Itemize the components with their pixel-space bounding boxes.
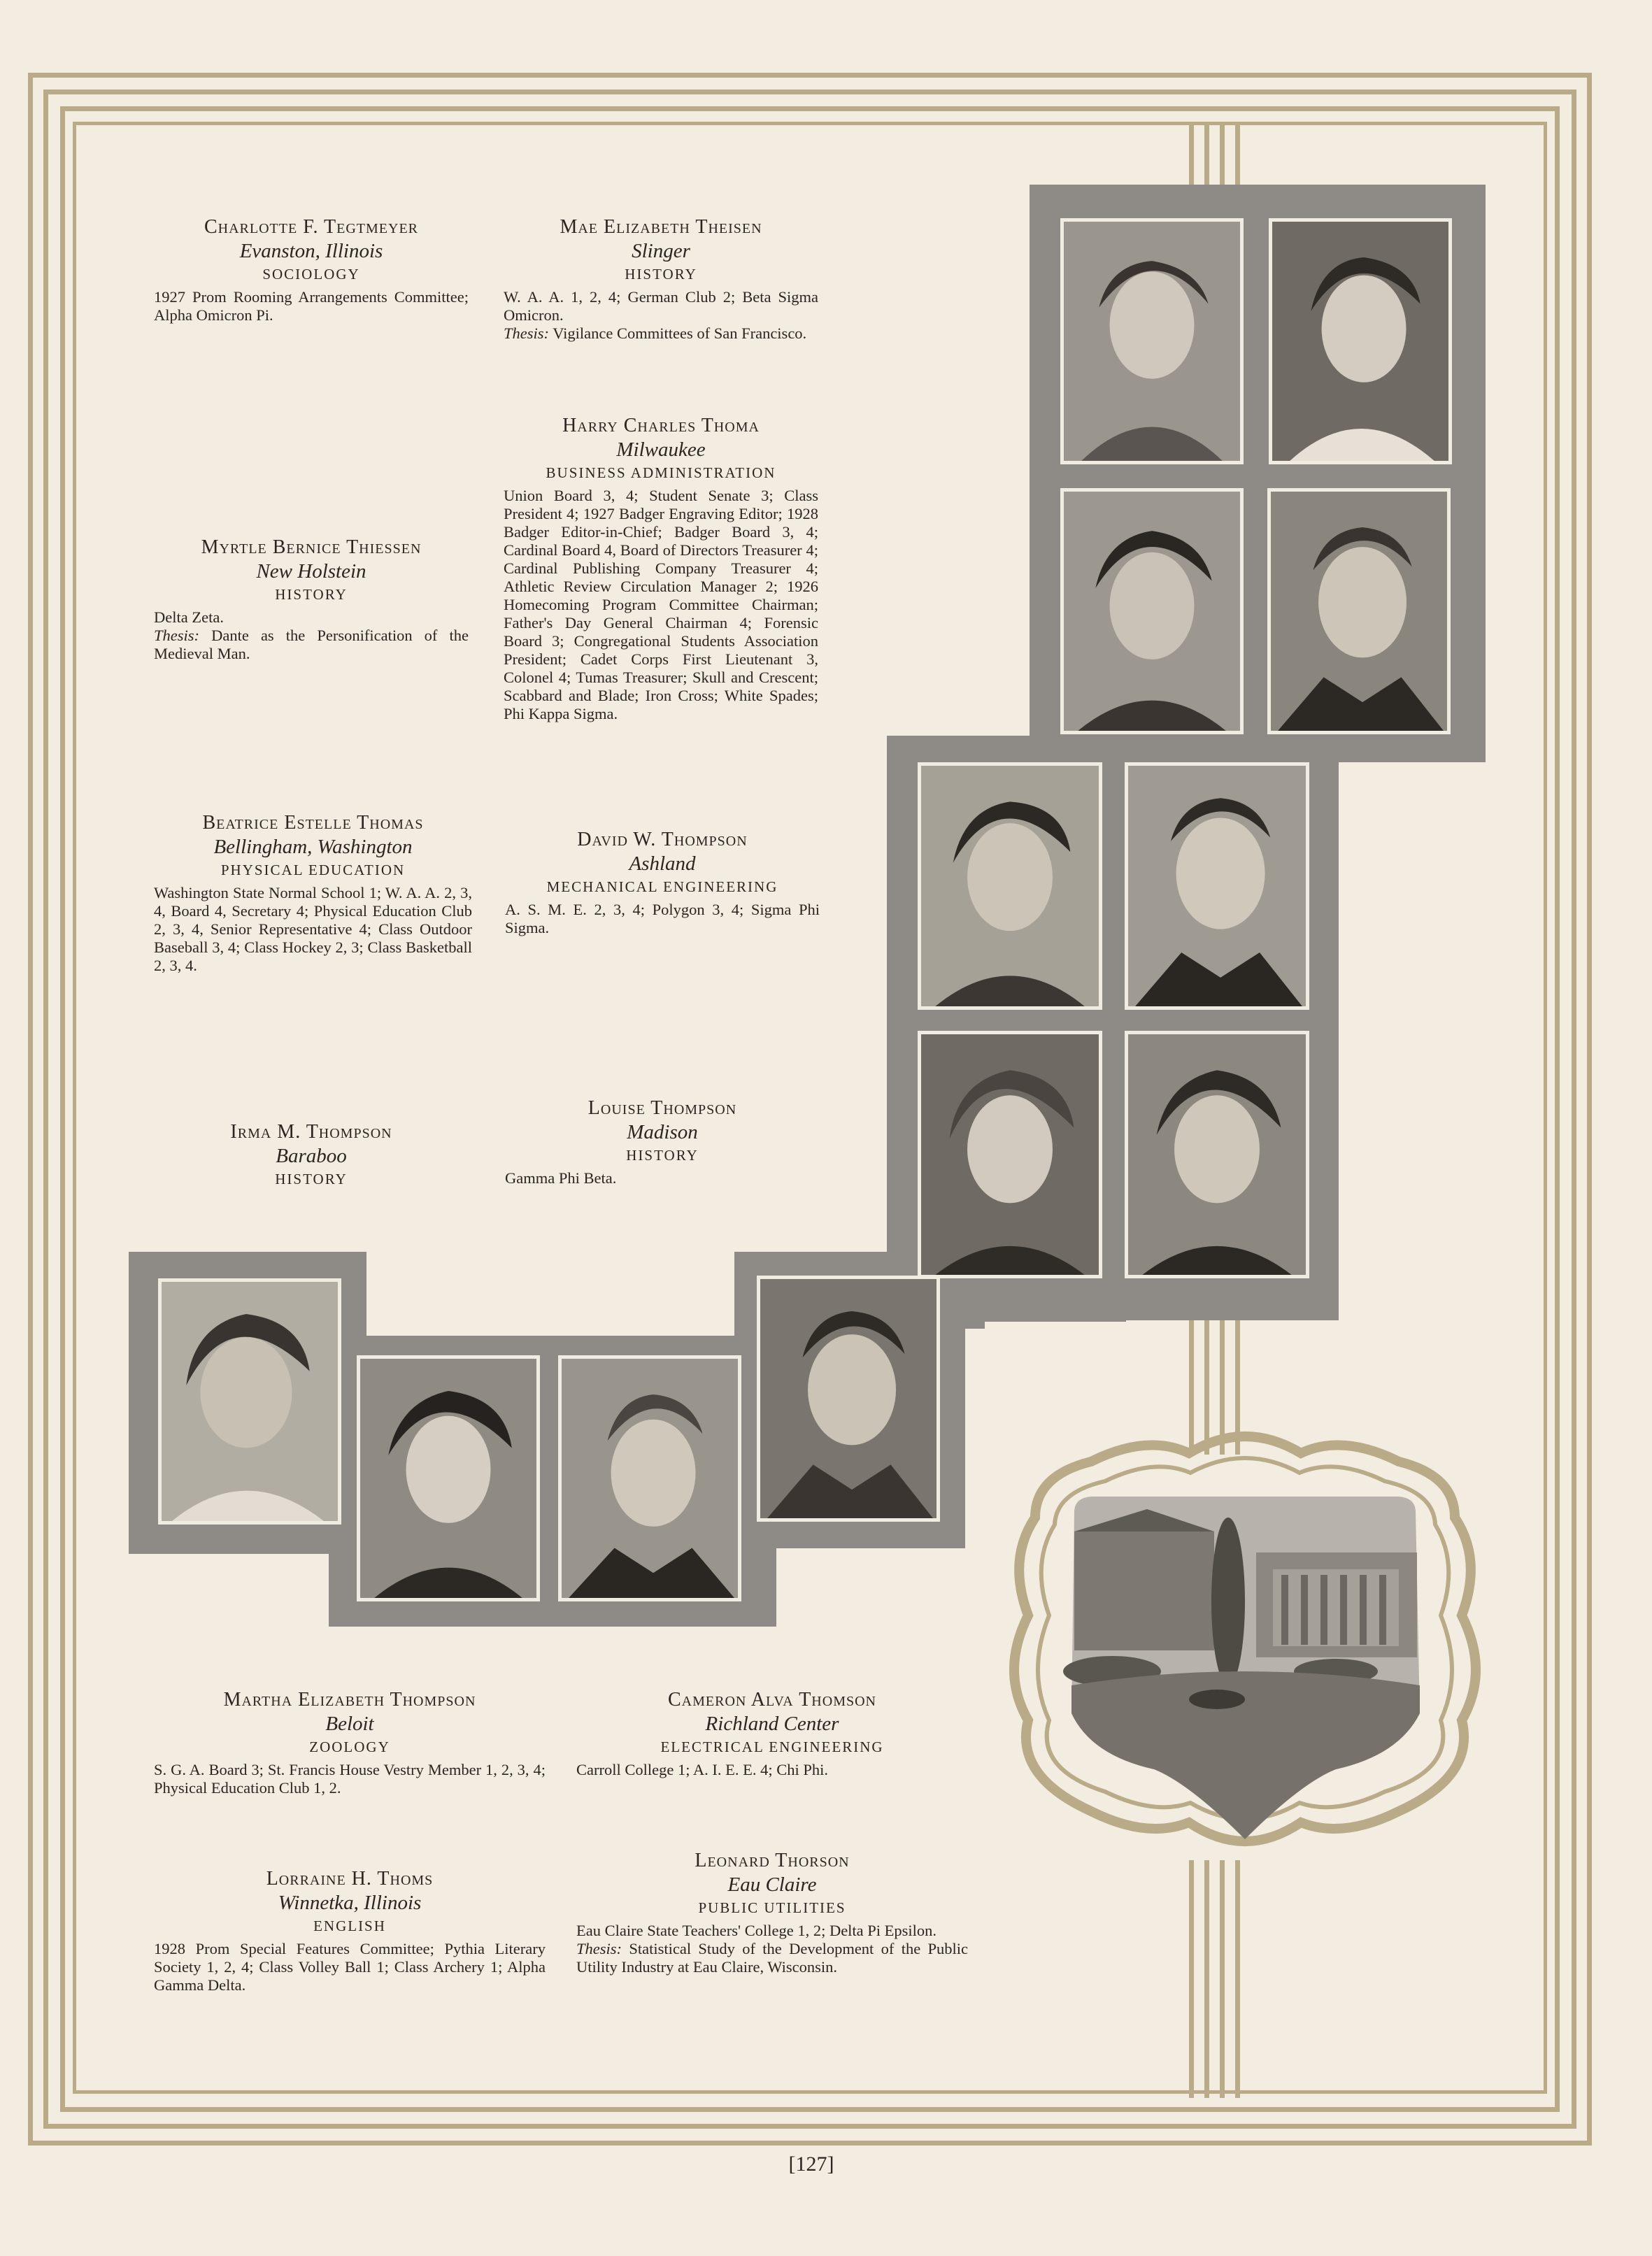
- portrait-photo: [918, 762, 1102, 1010]
- hometown: Eau Claire: [727, 1873, 817, 1896]
- student-name: Charlotte F. Tegtmeyer: [204, 216, 419, 238]
- portrait-photo: [1060, 488, 1244, 734]
- entry-thorson: [576, 1849, 968, 1976]
- portrait-photo: [757, 1276, 940, 1522]
- hometown: Ashland: [629, 852, 696, 875]
- activities: Gamma Phi Beta.: [505, 1169, 617, 1187]
- course: SOCIOLOGY: [262, 266, 360, 283]
- thesis-label: Thesis:: [154, 627, 200, 644]
- activities: Carroll College 1; A. I. E. E. 4; Chi Phi.: [576, 1761, 828, 1778]
- page-number: [127]: [788, 2153, 834, 2176]
- course: ENGLISH: [313, 1918, 386, 1934]
- student-name: Louise Thompson: [588, 1097, 737, 1119]
- hometown: Evanston, Illinois: [239, 240, 383, 262]
- ornament-bar: [1235, 122, 1240, 187]
- thesis-label: Thesis:: [576, 1940, 622, 1957]
- ornament-bar: [1204, 122, 1209, 187]
- student-name: David W. Thompson: [577, 829, 748, 850]
- hometown: Madison: [627, 1121, 698, 1143]
- ornament-bar: [1220, 122, 1225, 187]
- entry-ithompson: [154, 1120, 469, 1193]
- hometown: Richland Center: [705, 1713, 839, 1735]
- portrait-photo: [558, 1355, 741, 1601]
- portrait-photo: [1269, 218, 1452, 464]
- student-name: Beatrice Estelle Thomas: [202, 812, 424, 834]
- hometown: Beloit: [325, 1713, 374, 1735]
- student-name: Cameron Alva Thomson: [668, 1689, 876, 1711]
- portrait-photo: [918, 1031, 1102, 1278]
- course: BUSINESS ADMINISTRATION: [546, 464, 776, 481]
- course: HISTORY: [626, 1147, 699, 1164]
- student-name: Lorraine H. Thoms: [266, 1868, 434, 1890]
- entry-thiessen: [154, 536, 469, 663]
- hometown: Milwaukee: [616, 438, 706, 461]
- hometown: Winnetka, Illinois: [278, 1892, 422, 1914]
- portrait-photo: [158, 1278, 341, 1525]
- portrait-photo: [357, 1355, 540, 1601]
- entry-thoms: [154, 1867, 546, 1994]
- hometown: Baraboo: [276, 1145, 347, 1167]
- entry-dthompson: [505, 828, 820, 937]
- portrait-photo: [1267, 488, 1451, 734]
- entry-thomson: [576, 1688, 968, 1779]
- student-name: Myrtle Bernice Thiessen: [201, 536, 422, 558]
- entry-tegtmeyer: [154, 215, 469, 324]
- student-name: Martha Elizabeth Thompson: [223, 1689, 476, 1711]
- course: ELECTRICAL ENGINEERING: [660, 1739, 884, 1755]
- activities: S. G. A. Board 3; St. Francis House Vestry Member 1, 2, 3, 4; Physical Education Club 1, 2.: [154, 1761, 546, 1797]
- activities: Eau Claire State Teachers' College 1, 2; Delta Pi Epsilon.: [576, 1922, 937, 1939]
- portrait-photo: [1060, 218, 1244, 464]
- entry-thomas: [154, 811, 472, 975]
- course: PHYSICAL EDUCATION: [220, 862, 406, 878]
- hometown: Bellingham, Washington: [213, 836, 413, 858]
- thesis: [154, 627, 469, 663]
- thesis-title: Statistical Study of the Development of the Public Utility Industry at Eau Claire, Wisconsin.: [576, 1940, 968, 1976]
- ornament-bar: [1189, 122, 1194, 187]
- thesis: [504, 324, 818, 343]
- portrait-photo: [1125, 762, 1309, 1010]
- course: HISTORY: [625, 266, 697, 283]
- ornament-bar: [1220, 1860, 1225, 2098]
- hometown: Slinger: [632, 240, 690, 262]
- entry-thoma: [504, 414, 818, 723]
- student-name: Harry Charles Thoma: [562, 415, 760, 436]
- activities: A. S. M. E. 2, 3, 4; Polygon 3, 4; Sigma Phi Sigma.: [505, 901, 820, 936]
- ornament-bar: [1235, 1860, 1240, 2098]
- activities: W. A. A. 1, 2, 4; German Club 2; Beta Sigma Omicron.: [504, 288, 818, 324]
- activities: 1927 Prom Rooming Arrangements Committee; Alpha Omicron Pi.: [154, 288, 469, 324]
- student-name: Irma M. Thompson: [230, 1121, 392, 1143]
- thesis: [576, 1940, 968, 1976]
- student-name: Leonard Thorson: [695, 1850, 850, 1871]
- ornament-bar: [1189, 1860, 1194, 2098]
- activities: Delta Zeta.: [154, 608, 224, 626]
- thesis-label: Thesis:: [504, 324, 550, 342]
- student-name: Mae Elizabeth Theisen: [560, 216, 762, 238]
- course: HISTORY: [275, 1171, 348, 1187]
- activities: 1928 Prom Special Features Committee; Pythia Literary Society 1, 2, 4; Class Volley Ball 1; Class Archery 1; Alpha Gamma Delta.: [154, 1940, 546, 1994]
- ornament-bar: [1204, 1860, 1209, 2098]
- campus-vignette: [1007, 1420, 1483, 1853]
- activities: Union Board 3, 4; Student Senate 3; Class President 4; 1927 Badger Engraving Editor; 1928 Badger Editor-in-Chief; Badger Board 3, 4; Cardinal Board 4, Board of Directors Treasurer 4; Cardinal Publishing Company Treasurer 4; Athletic Review Circulation Manager 2; 1926 Homecoming Program Committee Chairman; Father's Day General Chairman 4; Forensic Board 3; Congregational Students Association President; Cadet Corps First Lieutenant 3, Colonel 4; Tumas Treasurer; Skull and Crescent; Scabbard and Blade; Iron Cross; White Spades; Phi Kappa Sigma.: [504, 487, 818, 722]
- thesis-title: Vigilance Committees of San Francisco.: [553, 324, 807, 342]
- thesis-title: Dante as the Personification of the Medieval Man.: [154, 627, 469, 662]
- hometown: New Holstein: [256, 560, 366, 583]
- course: ZOOLOGY: [309, 1739, 390, 1755]
- course: MECHANICAL ENGINEERING: [546, 878, 778, 895]
- course: PUBLIC UTILITIES: [698, 1899, 846, 1916]
- entry-mthompson: [154, 1688, 546, 1797]
- portrait-photo: [1125, 1031, 1309, 1278]
- course: HISTORY: [275, 586, 348, 603]
- entry-lthompson: [505, 1097, 820, 1187]
- activities: Washington State Normal School 1; W. A. A. 2, 3, 4, Board 4, Secretary 4; Physical Education Club 2, 3, 4, Senior Representative 4; Class Outdoor Baseball 3, 4; Class Hockey 2, 3; Class Basketball 2, 3, 4.: [154, 884, 472, 974]
- entry-theisen: [504, 215, 818, 343]
